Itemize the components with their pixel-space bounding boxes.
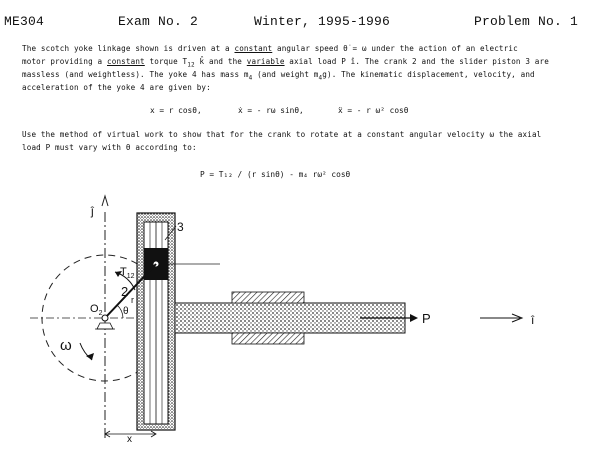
exam-term: Winter, 1995-1996 — [254, 14, 391, 29]
equation-result: P = T₁₂ / (r sinθ) - m₄ rω² cosθ — [200, 170, 351, 179]
text-run: axial load P î. The crank 2 and the slider piston 3 are — [284, 57, 549, 66]
label-t-sub: 12 — [126, 273, 135, 280]
crank-pivot — [102, 315, 108, 321]
label-o: O — [90, 303, 99, 315]
problem-statement-line-5: Use the method of virtual work to show that for the crank to rotate at a constant angular velocity ω the axial — [22, 130, 542, 139]
ground-support — [97, 323, 113, 329]
label-o2 — [90, 303, 103, 317]
text-run: massless (and weightless). The yoke 4 has mass m — [22, 70, 249, 79]
label-theta: θ — [123, 306, 129, 317]
text-run: torque T — [144, 57, 188, 66]
omega-arrowhead — [86, 353, 94, 360]
force-p-arrowhead — [410, 314, 418, 322]
guide-bearing-bottom — [232, 333, 304, 344]
text-run: angular speed θ̇ = ω under the action of an electric — [272, 44, 518, 53]
text-sub: 4 — [318, 74, 323, 82]
label-omega: ω — [60, 337, 72, 354]
text-run: constant — [107, 57, 145, 66]
label-i: î — [531, 313, 535, 327]
problem-statement-line-6: load P must vary with θ according to: — [22, 143, 197, 152]
text-run: The scotch yoke linkage shown is driven at a — [22, 44, 235, 53]
equation-velocity: ẋ = - rω sinθ, — [238, 106, 304, 115]
label-2: 2 — [121, 284, 129, 299]
text-run: g). The kinematic displacement, velocity, and — [322, 70, 535, 79]
text-sub: 4 — [248, 74, 253, 82]
label-t: T — [120, 266, 127, 278]
guide-bearing-top — [232, 292, 304, 303]
label-3: 3 — [177, 220, 184, 234]
exam-number: Exam No. 2 — [118, 14, 199, 29]
label-o-sub: 2 — [98, 310, 103, 317]
label-x: x — [127, 434, 132, 445]
equation-acceleration: ẍ = - r ω² cosθ — [338, 106, 409, 115]
problem-number: Problem No. 1 — [474, 14, 579, 29]
text-sub: 12 — [187, 61, 195, 69]
text-run: motor providing a — [22, 57, 107, 66]
j-axis-arrowhead — [102, 196, 108, 206]
text-run: constant — [234, 44, 273, 53]
text-run: variable — [246, 57, 285, 66]
text-run: acceleration of the yoke 4 are given by: — [22, 83, 211, 92]
text-run: k̂ and the — [194, 57, 247, 66]
label-t12 — [120, 266, 135, 280]
course-code: ME304 — [4, 14, 45, 29]
label-j: ĵ — [91, 204, 94, 218]
label-r: r — [131, 295, 134, 305]
equation-displacement: x = r cosθ, — [150, 106, 202, 115]
text-run: (and weight m — [252, 70, 319, 79]
label-p: P — [422, 311, 431, 326]
